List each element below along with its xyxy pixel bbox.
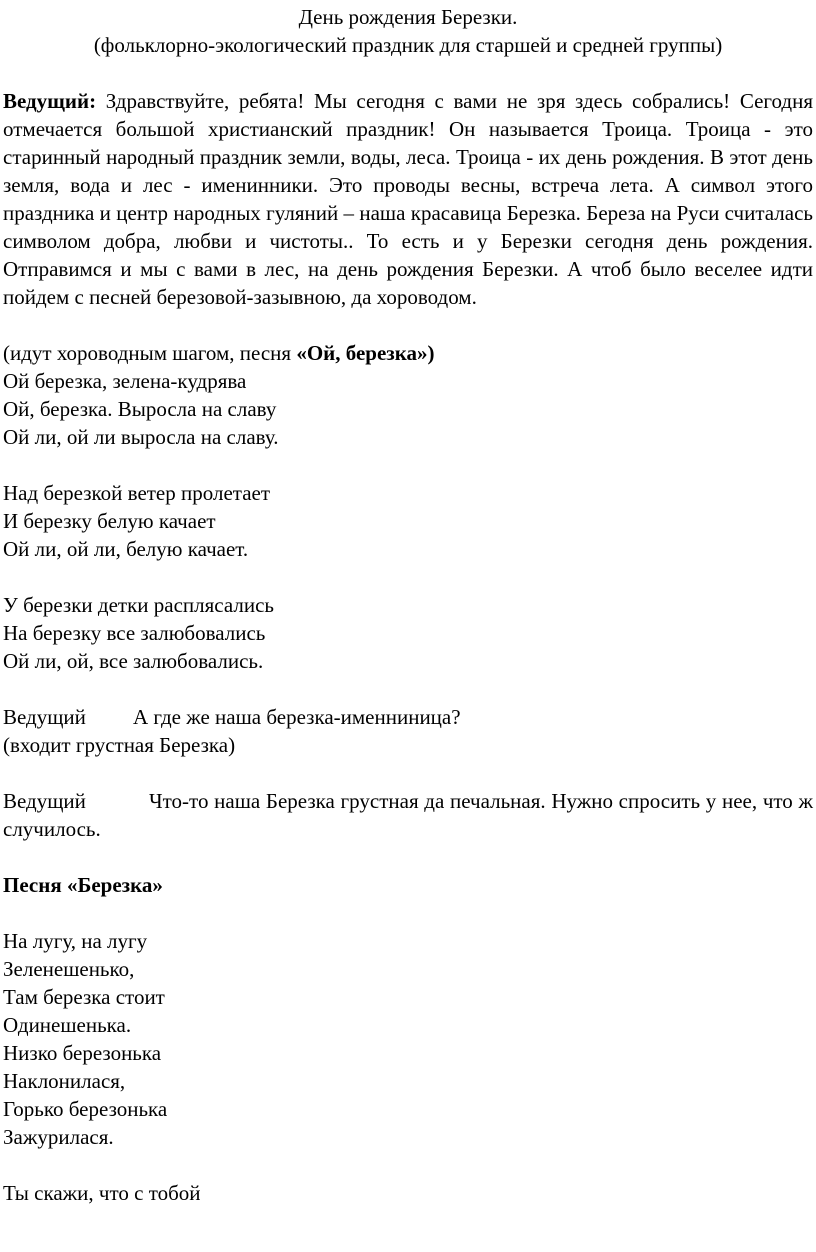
document-title: День рождения Березки. bbox=[298, 5, 518, 29]
spacer bbox=[3, 1151, 813, 1179]
spacer bbox=[3, 843, 813, 871]
spacer bbox=[3, 675, 813, 703]
verse-line: Одинешенька. bbox=[3, 1013, 132, 1037]
dialog1-line bbox=[3, 703, 813, 731]
spacer bbox=[3, 59, 813, 87]
verse-line: Ой березка, зелена-кудрява bbox=[3, 369, 247, 393]
dialog1-direction: (входит грустная Березка) bbox=[3, 733, 236, 757]
song1-title: «Ой, березка») bbox=[296, 341, 435, 365]
song1-direction bbox=[3, 339, 813, 367]
song2-verse bbox=[3, 927, 813, 1151]
verse-line: Ой ли, ой ли, белую качает. bbox=[3, 537, 249, 561]
verse-line: На лугу, на лугу bbox=[3, 929, 148, 953]
intro-paragraph bbox=[3, 87, 813, 311]
verse-line: Зажурилася. bbox=[3, 1125, 114, 1149]
verse-line: Ой, березка. Выросла на славу bbox=[3, 397, 277, 421]
verse-line: Там березка стоит bbox=[3, 985, 165, 1009]
dialog2-line bbox=[3, 787, 813, 843]
dialog2-speaker: Ведущий bbox=[3, 789, 86, 813]
spacer bbox=[3, 899, 813, 927]
intro-speaker: Ведущий: bbox=[3, 89, 97, 113]
song1-verse-1 bbox=[3, 367, 813, 451]
verse-line: Зеленешенько, bbox=[3, 957, 135, 981]
verse-line: Наклонилася, bbox=[3, 1069, 126, 1093]
dialog2-text: Что-то наша Березка грустная да печальная. Нужно спросить у нее, что ж случилось. bbox=[3, 789, 813, 841]
verse-line: Ты скажи, что с тобой bbox=[3, 1181, 201, 1205]
song1-verse-3 bbox=[3, 591, 813, 675]
verse-line: Ой ли, ой, все залюбовались. bbox=[3, 649, 264, 673]
verse-line: Горько березонька bbox=[3, 1097, 168, 1121]
document-content bbox=[3, 3, 813, 1207]
intro-text: Здравствуйте, ребята! Мы сегодня с вами не зря здесь собрались! Сегодня отмечается большой христианский праздник! Он называется Троица. Троица - это старинный народный праздник земли, воды, леса. Троица - их день рождения. В этот день земля, вода и лес - именинники. Это проводы весны, встреча лета. А символ этого праздника и центр народных гуляний – наша красавица Березка. Береза на Руси считалась символом добра, любви и чистоты.. То есть и у Березки сегодня день рождения. Отправимся и мы с вами в лес, на день рождения Березки. А чтоб было веселее идти пойдем с песней березовой-зазывною, да хороводом. bbox=[3, 89, 813, 309]
verse-line: На березку все залюбовались bbox=[3, 621, 266, 645]
song1-verse-2 bbox=[3, 479, 813, 563]
verse-line: Низко березонька bbox=[3, 1041, 162, 1065]
song2-heading bbox=[3, 871, 813, 899]
verse-line: Над березкой ветер пролетает bbox=[3, 481, 271, 505]
spacer bbox=[3, 759, 813, 787]
spacer bbox=[3, 451, 813, 479]
song2-heading-text: Песня «Березка» bbox=[3, 873, 163, 897]
verse-line: Ой ли, ой ли выросла на славу. bbox=[3, 425, 279, 449]
spacer bbox=[3, 311, 813, 339]
song1-direction-text: (идут хороводным шагом, песня bbox=[3, 341, 297, 365]
verse-line: У березки детки расплясались bbox=[3, 593, 275, 617]
dialog1-speaker: Ведущий bbox=[3, 705, 86, 729]
document-subtitle: (фольклорно-экологический праздник для старшей и средней группы) bbox=[93, 33, 723, 57]
dialog1-text: А где же наша березка-именниница? bbox=[133, 705, 461, 729]
spacer bbox=[3, 563, 813, 591]
verse-line: И березку белую качает bbox=[3, 509, 216, 533]
